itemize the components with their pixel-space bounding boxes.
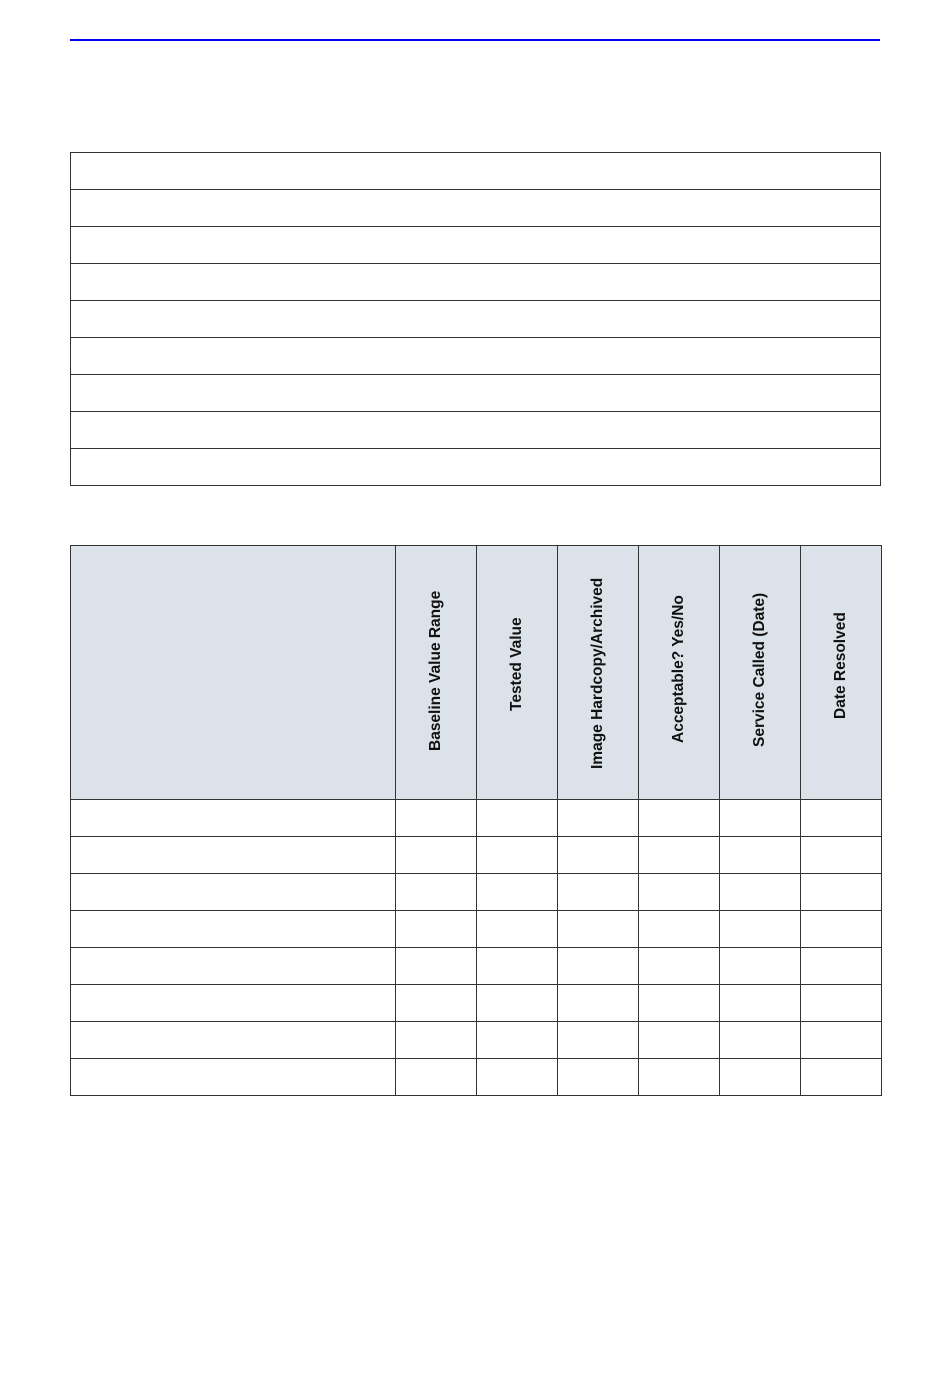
service-called-cell[interactable] [720,911,801,948]
table-row [71,837,882,874]
test-name-cell[interactable] [71,911,396,948]
service-called-cell[interactable] [720,874,801,911]
info-row [71,412,881,449]
info-cell[interactable] [71,190,881,227]
info-row [71,264,881,301]
hardcopy-cell[interactable] [558,800,639,837]
table-row [71,800,882,837]
info-row [71,227,881,264]
tested-value-cell[interactable] [477,1059,558,1096]
hardcopy-cell[interactable] [558,837,639,874]
test-name-cell[interactable] [71,948,396,985]
baseline-cell[interactable] [396,911,477,948]
service-called-cell[interactable] [720,837,801,874]
info-row [71,375,881,412]
hardcopy-cell[interactable] [558,948,639,985]
acceptable-cell[interactable] [639,948,720,985]
test-name-cell[interactable] [71,1059,396,1096]
info-cell[interactable] [71,301,881,338]
date-resolved-header: Date Resolved [801,546,882,800]
acceptable-cell[interactable] [639,1059,720,1096]
baseline-cell[interactable] [396,874,477,911]
info-table [70,152,881,486]
test-name-header [71,546,396,800]
service-called-cell[interactable] [720,948,801,985]
service-called-header: Service Called (Date) [720,546,801,800]
tested-value-cell[interactable] [477,800,558,837]
acceptable-cell[interactable] [639,800,720,837]
test-name-cell[interactable] [71,985,396,1022]
header-rule [70,39,880,41]
info-cell[interactable] [71,412,881,449]
table-row [71,1059,882,1096]
date-resolved-cell[interactable] [801,837,882,874]
info-cell[interactable] [71,449,881,486]
baseline-cell[interactable] [396,800,477,837]
info-row [71,449,881,486]
baseline-cell[interactable] [396,948,477,985]
date-resolved-cell[interactable] [801,874,882,911]
date-resolved-cell[interactable] [801,985,882,1022]
service-called-cell[interactable] [720,1022,801,1059]
service-called-cell[interactable] [720,800,801,837]
table-row [71,911,882,948]
test-name-cell[interactable] [71,874,396,911]
info-row [71,190,881,227]
baseline-cell[interactable] [396,1059,477,1096]
baseline-cell[interactable] [396,985,477,1022]
tested-value-header: Tested Value [477,546,558,800]
date-resolved-cell[interactable] [801,1059,882,1096]
baseline-cell[interactable] [396,1022,477,1059]
date-resolved-cell[interactable] [801,800,882,837]
info-row [71,301,881,338]
table-row [71,1022,882,1059]
table-row [71,985,882,1022]
info-row [71,153,881,190]
info-cell[interactable] [71,375,881,412]
tested-value-cell[interactable] [477,985,558,1022]
qc-log-table [70,545,882,1096]
date-resolved-cell[interactable] [801,1022,882,1059]
acceptable-cell[interactable] [639,837,720,874]
acceptable-cell[interactable] [639,874,720,911]
info-cell[interactable] [71,264,881,301]
date-resolved-cell[interactable] [801,948,882,985]
tested-value-cell[interactable] [477,948,558,985]
info-cell[interactable] [71,153,881,190]
acceptable-cell[interactable] [639,985,720,1022]
tested-value-cell[interactable] [477,1022,558,1059]
acceptable-header: Acceptable? Yes/No [639,546,720,800]
acceptable-cell[interactable] [639,911,720,948]
test-name-cell[interactable] [71,800,396,837]
date-resolved-cell[interactable] [801,911,882,948]
info-row [71,338,881,375]
hardcopy-cell[interactable] [558,985,639,1022]
test-name-cell[interactable] [71,837,396,874]
tested-value-cell[interactable] [477,837,558,874]
baseline-cell[interactable] [396,837,477,874]
info-cell[interactable] [71,338,881,375]
hardcopy-cell[interactable] [558,1059,639,1096]
service-called-cell[interactable] [720,1059,801,1096]
table-row [71,948,882,985]
service-called-cell[interactable] [720,985,801,1022]
info-cell[interactable] [71,227,881,264]
image-hardcopy-archived-header: Image Hardcopy/Archived [558,546,639,800]
tested-value-cell[interactable] [477,874,558,911]
header-row [71,546,882,800]
test-name-cell[interactable] [71,1022,396,1059]
hardcopy-cell[interactable] [558,1022,639,1059]
tested-value-cell[interactable] [477,911,558,948]
acceptable-cell[interactable] [639,1022,720,1059]
hardcopy-cell[interactable] [558,874,639,911]
table-row [71,874,882,911]
hardcopy-cell[interactable] [558,911,639,948]
baseline-value-range-header: Baseline Value Range [396,546,477,800]
